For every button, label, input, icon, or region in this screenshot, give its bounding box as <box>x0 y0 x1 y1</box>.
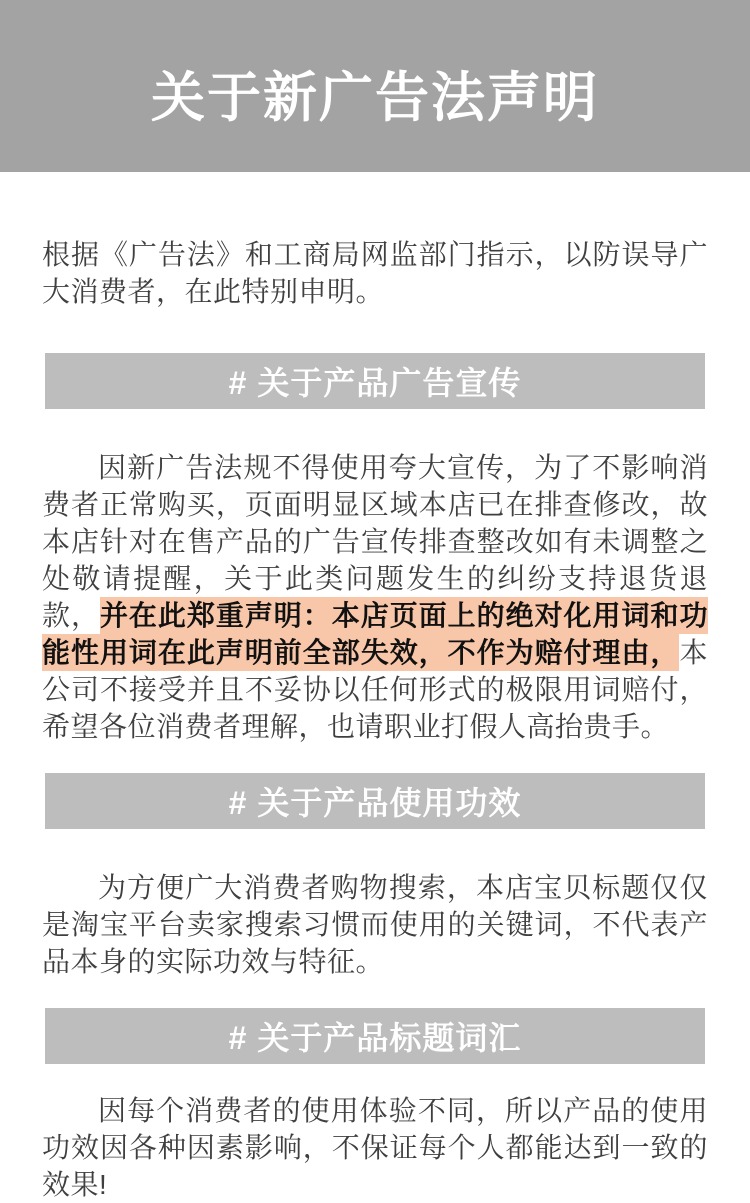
section-body-ad-promotion <box>42 449 708 745</box>
body-text-post: 本公司不接受并且不妥协以任何形式的极限用词赔付，希望各位消费者理解，也请职业打假人高抬贵手。 <box>42 637 708 742</box>
body-text-pre: 因新广告法规不得使用夸大宣传，为了不影响消费者正常购买，页面明显区域本店已在排查修改，故本店针对在售产品的广告宣传排查整改如有未调整之处敬请提醒，关于此类问题发生的纠纷支持退货退款， <box>42 452 708 631</box>
page-content <box>0 236 750 1203</box>
section-heading-ad-promotion <box>45 353 705 409</box>
section-body-title-keywords: 因每个消费者的使用体验不同，所以产品的使用功效因各种因素影响，不保证每个人都能达到一致的效果! <box>42 1095 708 1200</box>
section-heading-title-keywords <box>45 1008 705 1064</box>
section-heading-label: # 关于产品使用功效 <box>228 785 522 821</box>
intro-paragraph: 根据《广告法》和工商局网监部门指示，以防误导广大消费者，在此特别申明。 <box>42 239 708 307</box>
page-header-banner <box>0 0 750 172</box>
section-heading-label: # 关于产品广告宣传 <box>228 365 522 401</box>
page-title: 关于新广告法声明 <box>151 67 599 128</box>
section-heading-product-efficacy <box>45 773 705 829</box>
section-body-product-efficacy: 为方便广大消费者购物搜索，本店宝贝标题仅仅是淘宝平台卖家搜索习惯而使用的关键词，不代表产品本身的实际功效与特征。 <box>42 872 708 977</box>
section-heading-label: # 关于产品标题词汇 <box>228 1020 522 1056</box>
highlighted-legal-statement: 并在此郑重声明：本店页面上的绝对化用词和功能性用词在此声明前全部失效，不作为赔付理由， <box>42 597 708 671</box>
